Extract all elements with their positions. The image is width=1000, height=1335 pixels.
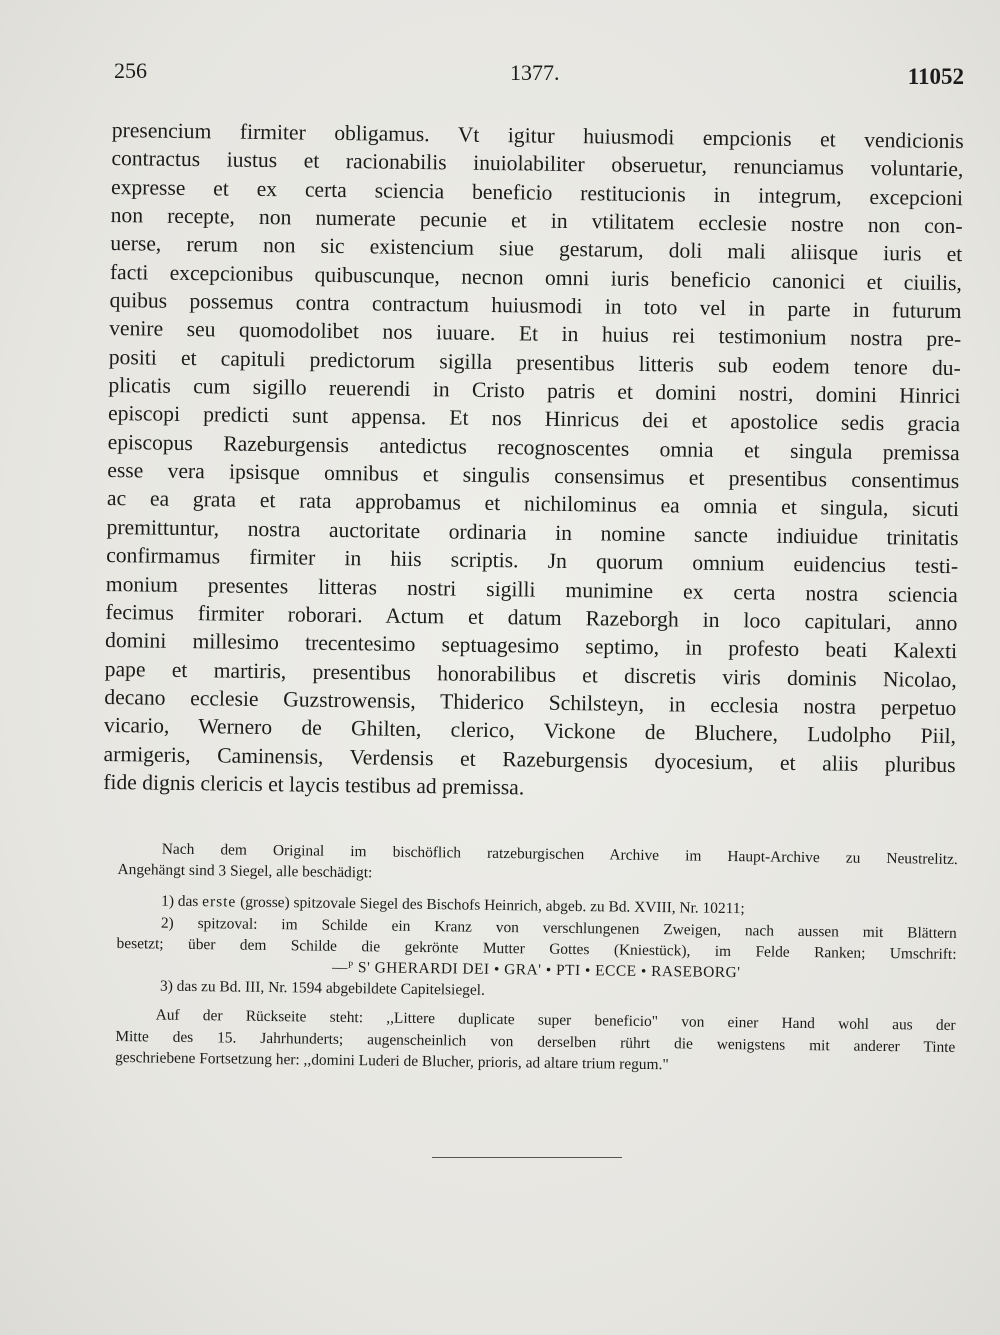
reverse-note: Auf der Rückseite steht: ,,Littere duplicate super beneficio" von einer Hand wohl aus der (155, 1006, 956, 1035)
seal-count-note: Angehängt sind 3 Siegel, alle beschädigt: (117, 861, 373, 882)
reverse-note-cont: Mitte des 15. Jahrhunderts; augenscheinlich von derselben rührt die wenigstens mit anderer Tinte (115, 1027, 956, 1056)
text-line: premittuntur, nostra auctoritate ordinaria in nomine sancte indiuidue trinitatis (106, 514, 959, 550)
text-line: fide dignis clericis et laycis testibus ad premissa. (103, 769, 525, 800)
text-line: domini millesimo trecentesimo septuagesimo septimo, in profesto beati Kalexti (104, 628, 958, 664)
text-line: venire seu quomodolibet nos iuuare. Et in huius rei testimonium nostra pre- (109, 316, 962, 352)
text-line: uerse, rerum non sic existencium siue gestarum, doli mali aliisque iuris et (110, 231, 963, 267)
text-line: confirmamus firmiter in hiis scriptis. Jn quorum omnium euidencius testi- (106, 543, 959, 579)
text-line: plicatis cum sigillo reuerendi in Cristo patris et domini nostri, domini Hinrici (108, 373, 961, 409)
text-line: contractus iustus et racionabilis inuiolabiliter obseruetur, renunciamus voluntarie, (111, 146, 964, 182)
page-header (114, 58, 964, 98)
charter-text (103, 116, 964, 807)
text-line: decano ecclesie Guzstrowensis, Thiderico Schilsteyn, in ecclesia nostra perpetuo (104, 684, 957, 720)
seal-1-note: 1) das erste (grosse) spitzovale Siegel des Bischofs Heinrich, abgeb. zu Bd. XVIII, Nr. 10211; (161, 892, 745, 918)
text-line: presencium firmiter obligamus. Vt igitur huiusmodi empcionis et vendicionis (111, 117, 964, 154)
seal-2-note: 2) spitzoval: im Schilde ein Kranz von verschlungenen Zweigen, nach aussen mit Blättern (160, 914, 957, 942)
year-heading: 1377. (510, 60, 560, 85)
end-rule (432, 1157, 622, 1158)
reverse-note-end: geschriebene Fortsetzung her: ,,domini Luderi de Blucher, prioris, ad altare trium regum." (115, 1048, 669, 1073)
text-line: positi et capituli predictorum sigilla presentibus litteris sub eodem tenore du- (108, 344, 961, 380)
text-line: vicario, Wernero de Ghilten, clerico, Vickone de Bluchere, Ludolpho Piil, (103, 713, 957, 749)
text-line: non recepte, non numerate pecunie et in vtilitatem ecclesie nostre non con- (110, 203, 963, 239)
seal-legend: —ᴾ S' GHERARDI DEI • GRA' • PTI • ECCE • RASEBORG' (331, 958, 741, 982)
text-line: pape et martiris, presentibus honorabilibus et discretis viris dominis Nicolao, (104, 656, 957, 692)
text-line: episcopi predicti sunt appensa. Et nos Hinricus dei et apostolice sedis gracia (107, 401, 961, 437)
seal-3-note: 3) das zu Bd. III, Nr. 1594 abgebildete Capitelsiegel. (159, 977, 485, 999)
seal-2-note-cont: besetzt; über dem Schilde die gekrönte Mutter Gottes (Kniestück), im Felde Ranken; Umschrift: (116, 934, 957, 963)
page-number: 256 (114, 58, 147, 83)
document-number: 11052 (907, 64, 964, 89)
text-line: quibus possemus contra contractum huiusmodi in toto vel in parte in futurum (109, 288, 962, 324)
text-line: fecimus firmiter roborari. Actum et datum Razeborgh in loco capitulari, anno (105, 599, 958, 635)
text-line: episcopus Razeburgensis antedictus recognoscentes omnia et singula premissa (107, 429, 960, 465)
text-line: esse vera ipsisque omnibus et singulis consensimus et presentibus consentimus (107, 458, 960, 494)
text-line: armigeris, Caminensis, Verdensis et Razeburgensis dyocesium, et aliis pluribus (103, 741, 956, 777)
text-line: facti excepcionibus quibuscunque, necnon omni iuris beneficio canonici et ciuilis, (109, 259, 963, 295)
source-note: Nach dem Original im bischöflich ratzeburgischen Archive im Haupt-Archive zu Neustrelitz. (161, 840, 958, 868)
text-line: ac ea grata et rata approbamus et nichilominus ea omnia et singula, sicuti (106, 486, 960, 522)
text-line: expresse et ex certa sciencia beneficio restitucionis in integrum, excepcioni (110, 174, 964, 210)
editorial-notes (115, 838, 958, 1079)
text-line: monium presentes litteras nostri sigilli munimine ex certa nostra sciencia (105, 571, 958, 607)
